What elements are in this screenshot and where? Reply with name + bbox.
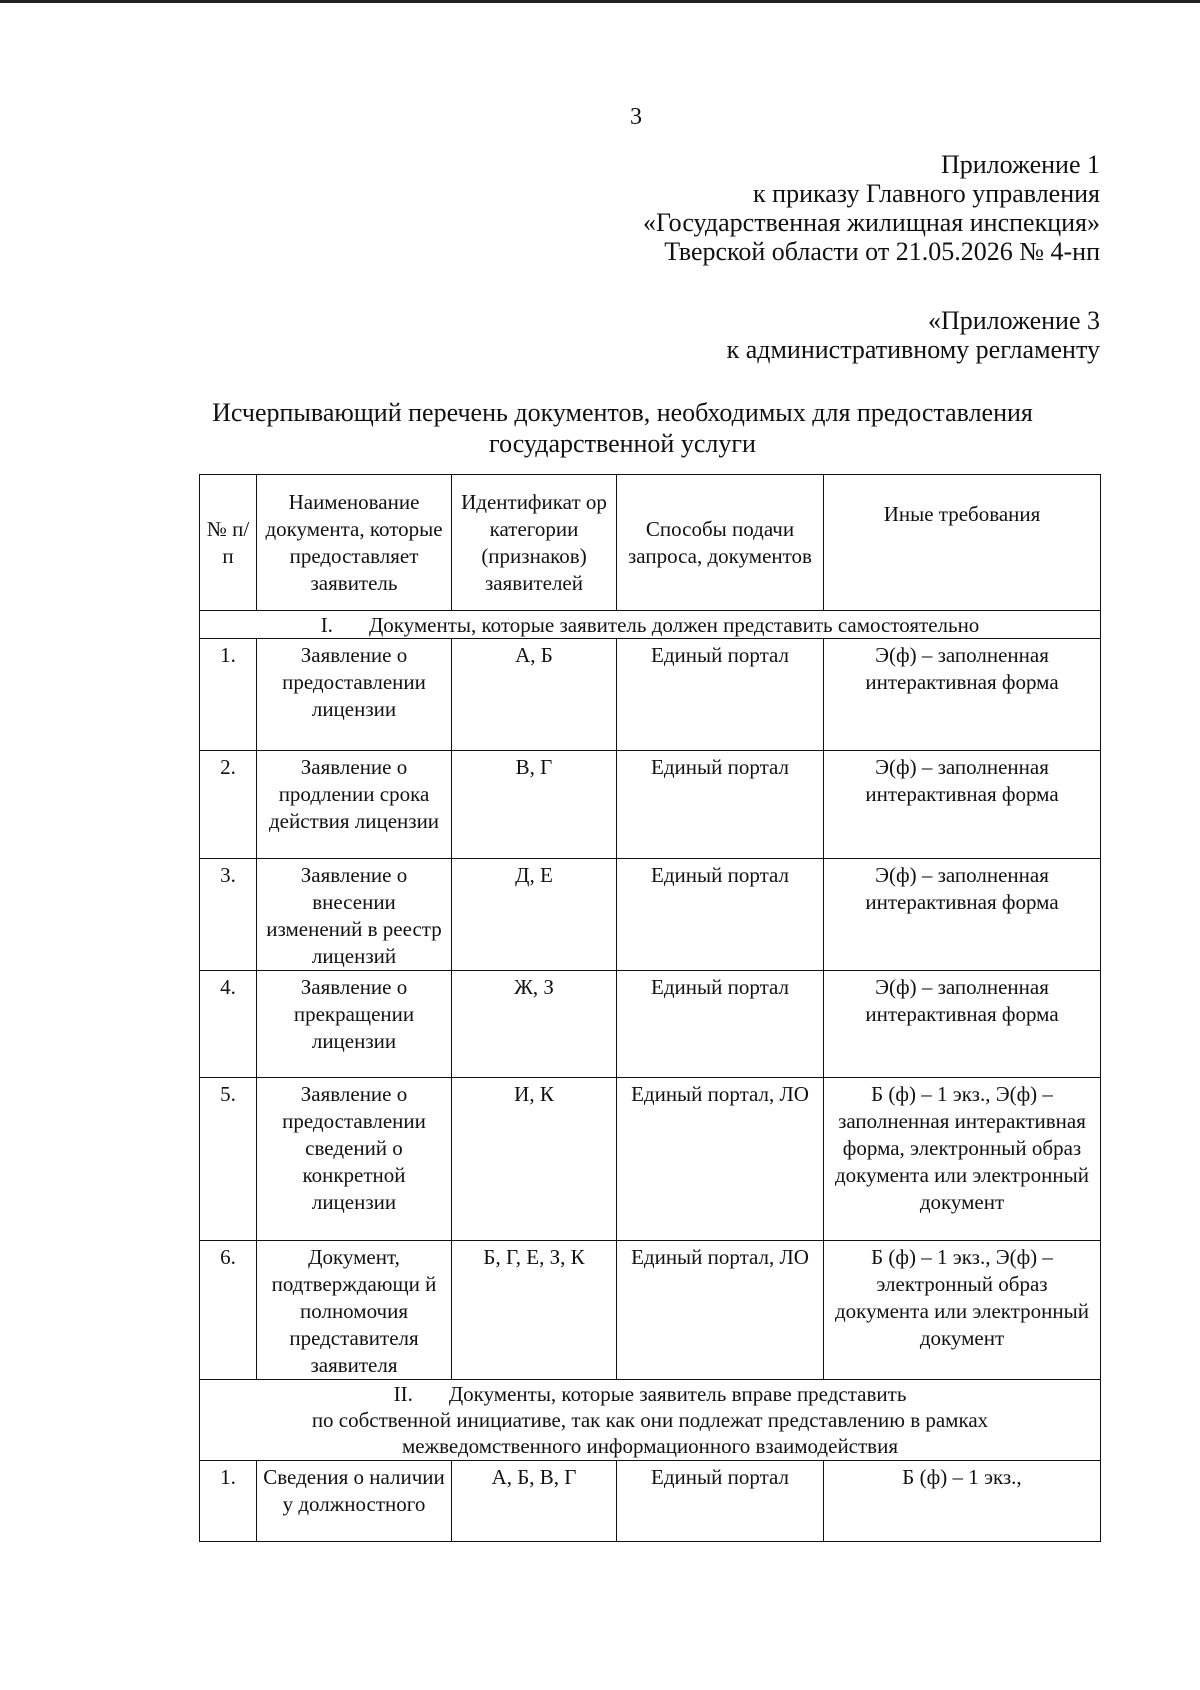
header-category: Идентификат ор категории (признаков) заявителей: [452, 475, 617, 611]
submission-method: Единый портал: [617, 1461, 824, 1542]
applicant-category: Д, Е: [452, 859, 617, 971]
row-number: 5.: [200, 1078, 257, 1241]
section-text: Документы, которые заявитель должен представить самостоятельно: [368, 613, 980, 637]
submission-method: Единый портал, ЛО: [617, 1078, 824, 1241]
appendix-1-line: к приказу Главного управления: [753, 179, 1100, 208]
other-requirements: Б (ф) – 1 экз.,: [824, 1461, 1101, 1542]
section-number: I.: [320, 613, 333, 637]
submission-method: Единый портал: [617, 971, 824, 1078]
appendix-1-line: Приложение 1: [940, 150, 1100, 179]
table-row: [200, 859, 1101, 971]
document-name: Документ, подтверждающи й полномочия представителя заявителя: [257, 1241, 452, 1380]
applicant-category: И, К: [452, 1078, 617, 1241]
document-name: Сведения о наличии у должностного: [257, 1461, 452, 1542]
section-2-heading: [200, 1380, 1101, 1461]
row-number: 3.: [200, 859, 257, 971]
other-requirements: Э(ф) – заполненная интерактивная форма: [824, 751, 1101, 859]
header-document-name: Наименование документа, которые предоставляет заявитель: [257, 475, 452, 611]
applicant-category: Б, Г, Е, З, К: [452, 1241, 617, 1380]
row-number: 1.: [200, 639, 257, 751]
section-text: Документы, которые заявитель вправе представить: [448, 1382, 907, 1406]
table-row: [200, 1078, 1101, 1241]
document-title-line: государственной услуги: [489, 429, 756, 458]
applicant-category: В, Г: [452, 751, 617, 859]
page-number: 3: [630, 104, 642, 130]
table-header-row: [200, 475, 1101, 611]
table-row: [200, 1461, 1101, 1542]
row-number: 1.: [200, 1461, 257, 1542]
applicant-category: А, Б, В, Г: [452, 1461, 617, 1542]
other-requirements: Э(ф) – заполненная интерактивная форма: [824, 639, 1101, 751]
document-name: Заявление о предоставлении сведений о конкретной лицензии: [257, 1078, 452, 1241]
section-row: [200, 1380, 1101, 1461]
document-name: Заявление о продлении срока действия лицензии: [257, 751, 452, 859]
table-row: [200, 639, 1101, 751]
section-text: по собственной инициативе, так как они подлежат представлению в рамках: [311, 1408, 989, 1432]
section-1-heading: [200, 611, 1101, 639]
documents-table: [199, 474, 1101, 1542]
row-number: 4.: [200, 971, 257, 1078]
row-number: 2.: [200, 751, 257, 859]
other-requirements: Э(ф) – заполненная интерактивная форма: [824, 859, 1101, 971]
appendix-1-line: «Государственная жилищная инспекция»: [642, 208, 1100, 237]
appendix-3-line: «Приложение 3: [927, 306, 1100, 335]
appendix-1-header: [643, 150, 1100, 266]
appendix-3-line: к административному регламенту: [726, 335, 1100, 364]
appendix-3-header: [727, 306, 1100, 364]
document-name: Заявление о внесении изменений в реестр лицензий: [257, 859, 452, 971]
submission-method: Единый портал, ЛО: [617, 1241, 824, 1380]
header-number: № п/п: [200, 475, 257, 611]
submission-method: Единый портал: [617, 751, 824, 859]
applicant-category: Ж, З: [452, 971, 617, 1078]
document-name: Заявление о предоставлении лицензии: [257, 639, 452, 751]
submission-method: Единый портал: [617, 639, 824, 751]
other-requirements: Э(ф) – заполненная интерактивная форма: [824, 971, 1101, 1078]
table-row: [200, 751, 1101, 859]
document-name: Заявление о прекращении лицензии: [257, 971, 452, 1078]
section-number: II.: [393, 1382, 413, 1406]
applicant-category: А, Б: [452, 639, 617, 751]
section-row: [200, 611, 1101, 639]
page-top-edge: [0, 0, 1200, 3]
document-title: [140, 397, 1105, 459]
other-requirements: Б (ф) – 1 экз., Э(ф) – заполненная интерактивная форма, электронный образ документа или электронный документ: [824, 1078, 1101, 1241]
section-text: межведомственного информационного взаимодействия: [402, 1434, 898, 1458]
appendix-1-line: Тверской области от 21.05.2026 № 4-нп: [664, 237, 1100, 266]
header-submission-method: Способы подачи запроса, документов: [617, 475, 824, 611]
table-row: [200, 1241, 1101, 1380]
row-number: 6.: [200, 1241, 257, 1380]
submission-method: Единый портал: [617, 859, 824, 971]
header-other-requirements: Иные требования: [824, 475, 1101, 611]
other-requirements: Б (ф) – 1 экз., Э(ф) – электронный образ документа или электронный документ: [824, 1241, 1101, 1380]
document-title-line: Исчерпывающий перечень документов, необходимых для предоставления: [212, 398, 1033, 427]
table-row: [200, 971, 1101, 1078]
